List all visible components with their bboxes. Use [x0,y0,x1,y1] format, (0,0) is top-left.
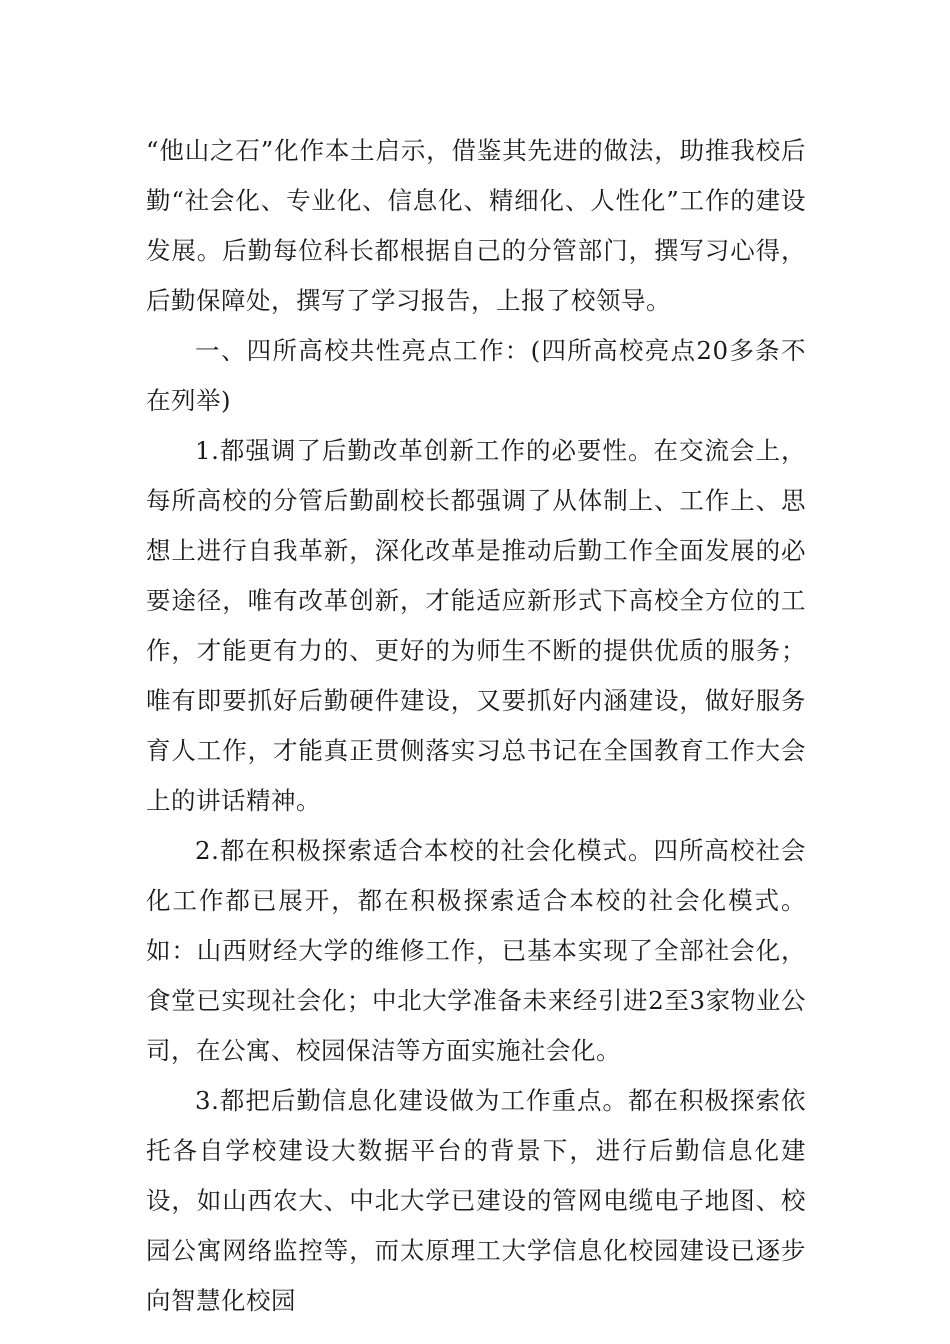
paragraph-point-2: 2.都在积极探索适合本校的社会化模式。四所高校社会化工作都已展开，都在积极探索适合本校的社会化模式。如：山西财经大学的维修工作，已基本实现了全部社会化，食堂已实现社会化；中北大学准备未来经引进2至3家物业公司，在公寓、校园保洁等方面实施社会化。 [146,836,806,1065]
paragraph-section-heading: 一、四所高校共性亮点工作：(四所高校亮点20多条不在列举) [146,336,806,415]
paragraph-point-1: 1.都强调了后勤改革创新工作的必要性。在交流会上，每所高校的分管后勤副校长都强调了从体制上、工作上、思想上进行自我革新，深化改革是推动后勤工作全面发展的必要途径，唯有改革创新，才能适应新形式下高校全方位的工作，才能更有力的、更好的为师生不断的提供优质的服务；唯有即要抓好后勤硬件建设，又要抓好内涵建设，做好服务育人工作，才能真正贯侧落实习总书记在全国教育工作大会上的讲话精神。 [146,436,806,815]
paragraph-intro: “他山之石”化作本土启示，借鉴其先进的做法，助推我校后勤“社会化、专业化、信息化、精细化、人性化”工作的建设发展。后勤每位科长都根据自己的分管部门，撰写习心得，后勤保障处，撰写了学习报告，上报了校领导。 [146,136,806,315]
document-body [146,126,806,1326]
paragraph-point-3: 3.都把后勤信息化建设做为工作重点。都在积极探索依托各自学校建设大数据平台的背景下，进行后勤信息化建设，如山西农大、中北大学已建设的管网电缆电子地图、校园公寓网络监控等，而太原理工大学信息化校园建设已逐步向智慧化校园 [146,1086,806,1315]
